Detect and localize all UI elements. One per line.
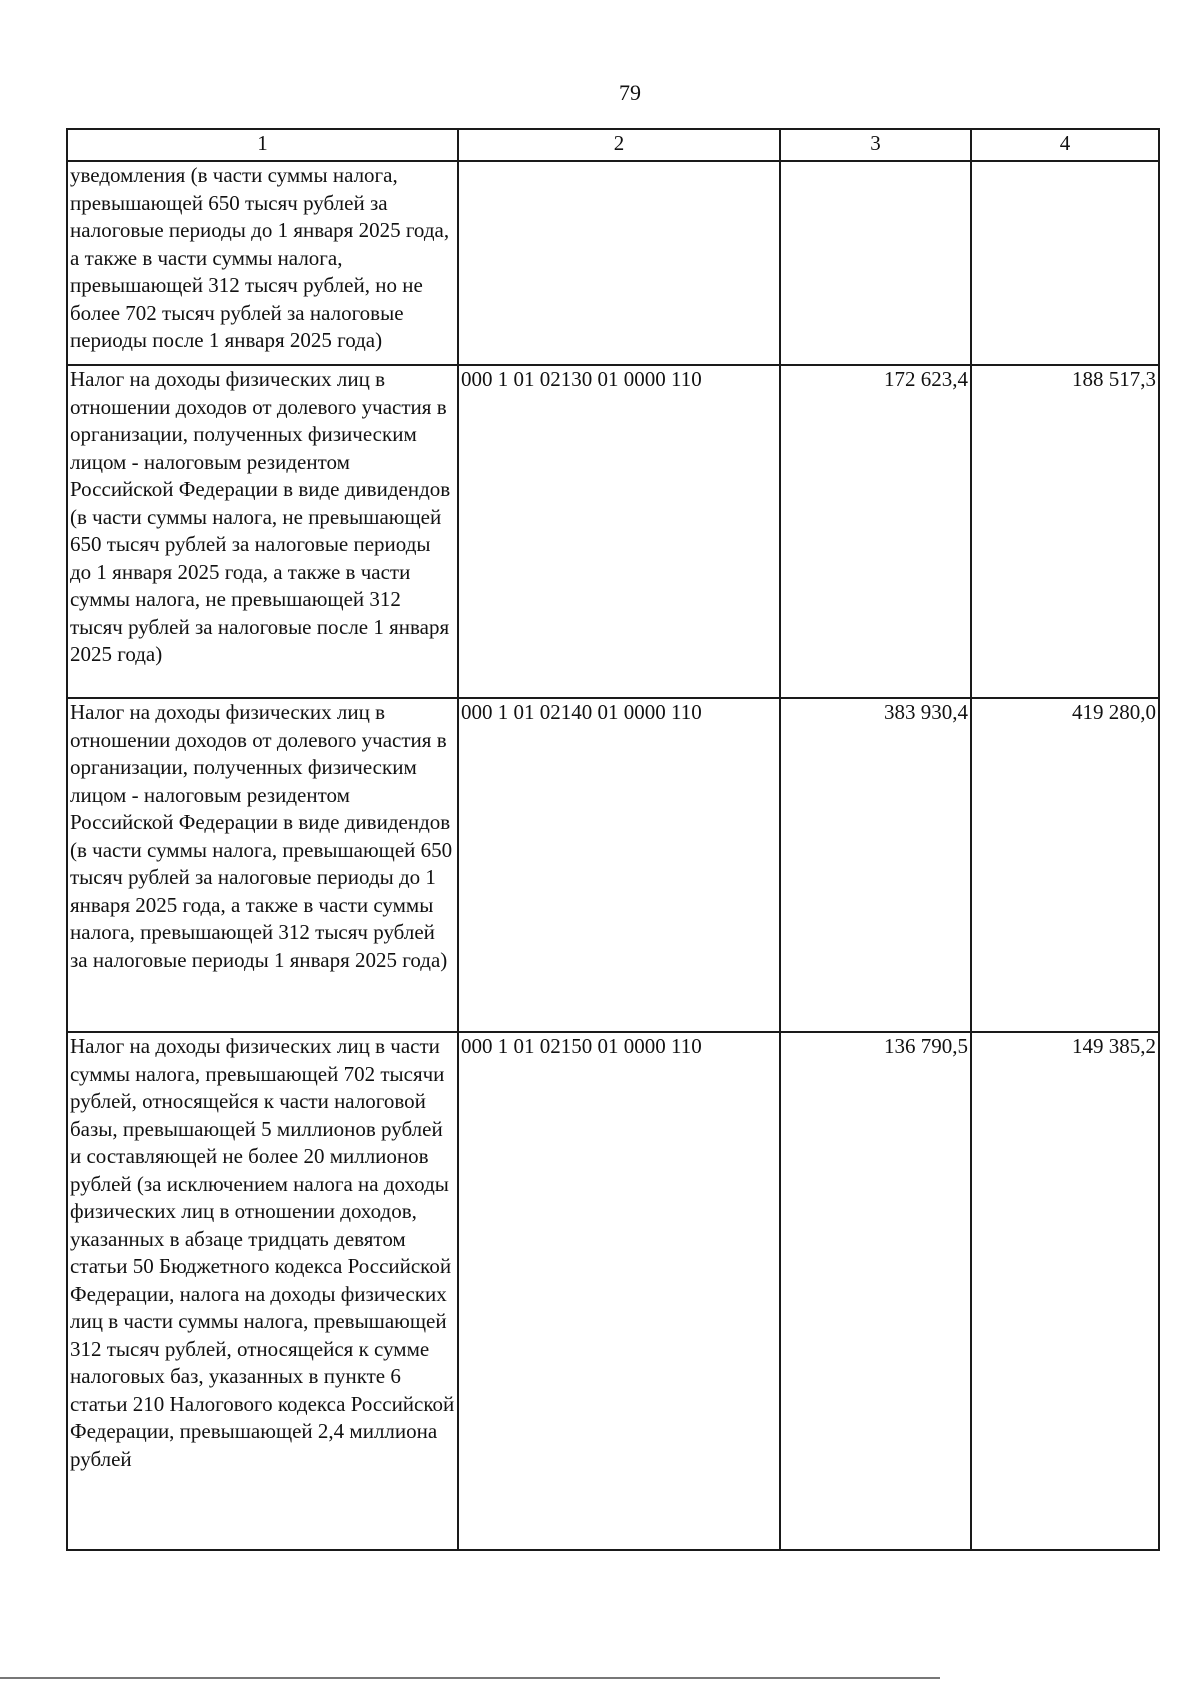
budget-table bbox=[66, 128, 1160, 1551]
row-description: уведомления (в части суммы налога, превышающей 650 тысяч рублей за налоговые периоды до 1 января 2025 года, а также в части суммы налога, превышающей 312 тысяч рублей, но не более 702 тысяч рублей за налоговые периоды после 1 января 2025 года) bbox=[67, 161, 458, 365]
row-description: Налог на доходы физических лиц в отношении доходов от долевого участия в организации, полученных физическим лицом - налоговым резидентом Российской Федерации в виде дивидендов (в части суммы налога, не превышающей 650 тысяч рублей за налоговые периоды до 1 января 2025 года, а также в части суммы налога, не превышающей 312 тысяч рублей за налоговые после 1 января 2025 года) bbox=[67, 365, 458, 698]
row-description: Налог на доходы физических лиц в части суммы налога, превышающей 702 тысячи рублей, относящейся к части налоговой базы, превышающей 5 миллионов рублей и составляющей не более 20 миллионов рублей (за исключением налога на доходы физических лиц в отношении доходов, указанных в абзаце тридцать девятом статьи 50 Бюджетного кодекса Российской Федерации, налога на доходы физических лиц в части суммы налога, превышающей 312 тысяч рублей, относящейся к сумме налоговых баз, указанных в пункте 6 статьи 210 Налогового кодекса Российской Федерации, превышающей 2,4 миллиона рублей bbox=[67, 1032, 458, 1550]
table-row bbox=[67, 698, 1159, 1032]
column-header-4: 4 bbox=[971, 129, 1159, 161]
row-code: 000 1 01 02150 01 0000 110 bbox=[458, 1032, 780, 1550]
row-value-3: 136 790,5 bbox=[780, 1032, 971, 1550]
page-number: 79 bbox=[619, 80, 641, 105]
row-value-4: 419 280,0 bbox=[971, 698, 1159, 1032]
row-value-3: 383 930,4 bbox=[780, 698, 971, 1032]
table-row bbox=[67, 161, 1159, 365]
column-header-2: 2 bbox=[458, 129, 780, 161]
row-value-3: 172 623,4 bbox=[780, 365, 971, 698]
row-value-4: 149 385,2 bbox=[971, 1032, 1159, 1550]
header-row bbox=[67, 129, 1159, 161]
row-value-3 bbox=[780, 161, 971, 365]
row-code bbox=[458, 161, 780, 365]
column-header-1: 1 bbox=[67, 129, 458, 161]
table-row bbox=[67, 365, 1159, 698]
row-code: 000 1 01 02130 01 0000 110 bbox=[458, 365, 780, 698]
row-code: 000 1 01 02140 01 0000 110 bbox=[458, 698, 780, 1032]
table-row bbox=[67, 1032, 1159, 1550]
column-header-3: 3 bbox=[780, 129, 971, 161]
bottom-rule bbox=[0, 1677, 940, 1679]
row-value-4: 188 517,3 bbox=[971, 365, 1159, 698]
row-value-4 bbox=[971, 161, 1159, 365]
row-description: Налог на доходы физических лиц в отношении доходов от долевого участия в организации, полученных физическим лицом - налоговым резидентом Российской Федерации в виде дивидендов (в части суммы налога, превышающей 650 тысяч рублей за налоговые периоды до 1 января 2025 года, а также в части суммы налога, превышающей 312 тысяч рублей за налоговые периоды 1 января 2025 года) bbox=[67, 698, 458, 1032]
